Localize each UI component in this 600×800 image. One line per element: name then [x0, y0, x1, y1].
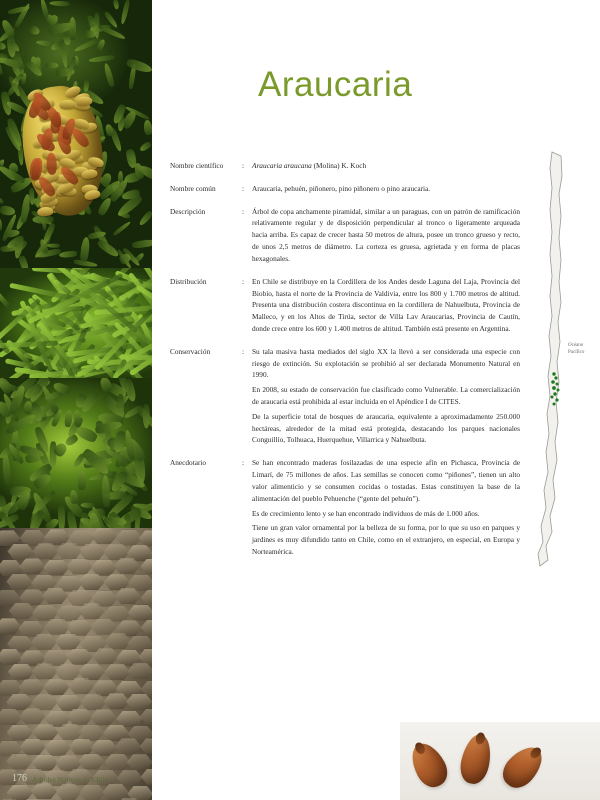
- book-title-footer: Árboles Nativos de Chile: [32, 775, 109, 784]
- page-title: Araucaria: [258, 65, 413, 104]
- fact-label: Anecdotario: [170, 458, 207, 468]
- fact-value: Se han encontrado maderas fosilazadas de una especie afín en Pichasca, Provincia de Limarí, de 75 millones de años. Las semillas se conocen como “piñones”, tienen un alto valor alimenticio y se consumen cocidas o tostadas. Estas constituyen la base de la alimentación del pueblo Pehuenche (“gente del pehuén”). Es de crecimiento lento y se han encontrado individuos de más de 1.000 años. Tiene un gran valor ornamental por la belleza de su forma, por lo que su uso en parques y jardines es muy difundido tanto en Chile, como en el extranjero, en especial, en Europa y Norteamérica.: [252, 458, 520, 556]
- page-footer: [12, 773, 108, 784]
- fact-separator: :: [242, 458, 245, 468]
- fact-label: Nombre común: [170, 183, 216, 193]
- fact-row: [170, 206, 520, 265]
- seed-shape: [496, 740, 549, 794]
- fact-separator: :: [242, 183, 245, 193]
- fact-value: Araucaria araucana (Molina) K. Koch: [252, 161, 367, 170]
- fact-value: Su tala masiva hasta mediados del siglo XX la llevó a ser considerada una especie con riesgo de extinción. Su explotación se prohibió al ser declarada Monumento Natural en 1990. En 2008, su estado de conservación fue clasificado como Vulnerable. La comercialización de araucaria está prohibida al estar incluida en el Apéndice I de CITES. De la superficie total de bosques de araucaria, equivalente a aproximadamente 250.000 hectáreas, alrededor de la mitad está protegida, destacando los parques nacionales Conguillío, Tolhuaca, Huerquehue, Villarrica y Nahuelbuta.: [252, 346, 520, 445]
- page-number: 176: [12, 773, 27, 784]
- fact-row: [170, 183, 520, 195]
- fact-label: Descripción: [170, 206, 206, 216]
- distribution-map-chile: [528, 150, 592, 570]
- fact-row: [170, 160, 520, 172]
- map-ocean-label: Océano: [568, 343, 584, 348]
- fact-label: Nombre científico: [170, 161, 224, 170]
- svg-text:Pacífico: Pacífico: [568, 350, 585, 355]
- fact-separator: :: [242, 276, 245, 286]
- fact-value: Araucaria, pehuén, piñonero, pino piñonero o pino araucaria.: [252, 183, 431, 193]
- fact-row: [170, 457, 520, 558]
- fact-value: Árbol de copa anchamente piramidal, similar a un paraguas, con un patrón de ramificación relativamente regular y de disposición perpendicular al tronco o ligeramente arqueada hacia arriba. Es capaz de crecer hasta 50 metros de altura, posee un tronco grueso y recto, de unos 2,5 metros de diámetro. La corteza es gruesa, agrietada y en forma de placas hexagonales.: [252, 206, 520, 263]
- map-country-outline: [538, 152, 562, 566]
- photo-foliage-closeup: [0, 378, 152, 528]
- fact-value: En Chile se distribuye en la Cordillera de los Andes desde Laguna del Laja, Provincia del Biobío, hasta el norte de la Provincia de Valdivia, entre los 800 y 1.700 metros de altitud. Presenta una distribución costera discontinua en la cordillera de Nahuelbuta, Provincia de Malleco, y en los Altos de Tirúa, sector de Villa Lav Araucarias, Provincia de Cautín, donde crece entre los 600 y 1.400 metros de altitud. También está presente en Argentina.: [252, 276, 520, 333]
- photo-araucaria-cone: [0, 0, 152, 268]
- seed-shape: [457, 732, 495, 787]
- fact-separator: :: [242, 206, 245, 216]
- photo-column: [0, 0, 152, 800]
- fact-row: [170, 276, 520, 335]
- fact-separator: :: [242, 346, 245, 356]
- fact-label: Distribución: [170, 276, 207, 286]
- fact-separator: :: [242, 161, 245, 170]
- map-svg: [528, 150, 592, 570]
- photo-pinon-seeds: [400, 722, 600, 800]
- species-fact-table: [170, 160, 520, 569]
- fact-row: [170, 346, 520, 447]
- seed-shape: [405, 738, 453, 793]
- fact-label: Conservación: [170, 346, 211, 356]
- photo-bark-hexagonal-plates: [0, 528, 152, 800]
- photo-foliage-backlit: [0, 268, 152, 378]
